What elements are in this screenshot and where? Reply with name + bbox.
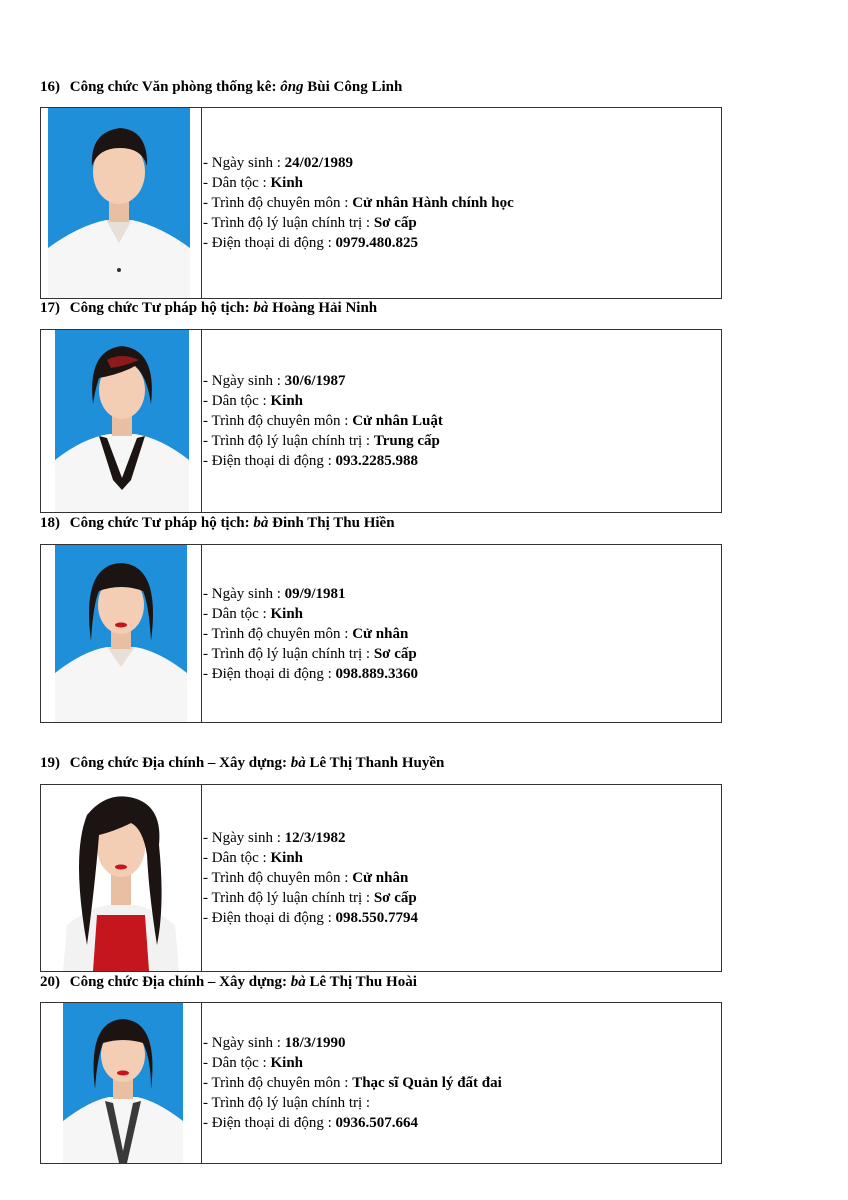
dob-label: - Ngày sinh : [203,830,285,846]
expertise-value: Cử nhân [352,625,409,642]
entry-honorific: bà [253,300,269,316]
entry-heading [40,79,402,96]
profile-card [40,784,722,972]
dob-value: 30/6/1987 [284,373,346,389]
dob-line [203,1033,717,1053]
expertise-line [203,193,717,213]
political-line [203,888,717,908]
expertise-value: Thạc sĩ Quản lý đất đai [352,1075,502,1091]
ethnicity-line [203,604,717,624]
phone-value: 0936.507.664 [335,1115,418,1131]
phone-value: 098.889.3360 [335,665,418,682]
portrait-photo [41,545,202,722]
ethnicity-value: Kinh [270,605,304,622]
dob-line [203,828,717,848]
portrait-photo [41,1003,202,1163]
expertise-line [203,868,717,888]
expertise-label: - Trình độ chuyên môn : [203,1075,353,1091]
ethnicity-value: Kinh [270,850,304,866]
profile-details [203,584,717,684]
profile-card [40,544,722,723]
dob-label: - Ngày sinh : [203,155,285,171]
expertise-label: - Trình độ chuyên môn : [203,413,353,429]
political-value: Trung cấp [373,433,440,449]
entry-honorific: bà [290,974,306,990]
ethnicity-value: Kinh [270,175,304,191]
phone-line [203,664,717,684]
ethnicity-line [203,391,717,411]
political-label: - Trình độ lý luận chính trị : [203,1095,371,1111]
ethnicity-label: - Dân tộc : [203,393,271,409]
portrait-photo [41,785,202,971]
ethnicity-line [203,173,717,193]
entry-number: 18) [40,515,60,531]
profile-details [203,371,717,471]
phone-label: - Điện thoại di động : [203,1115,336,1131]
political-label: - Trình độ lý luận chính trị : [203,215,374,231]
expertise-value: Cử nhân Hành chính học [352,195,514,211]
entry-honorific: bà [253,515,269,531]
entry-name: Đinh Thị Thu Hiền [272,515,395,531]
dob-line [203,153,717,173]
dob-line [203,584,717,604]
political-label: - Trình độ lý luận chính trị : [203,890,374,906]
ethnicity-line [203,1053,717,1073]
political-label: - Trình độ lý luận chính trị : [203,433,374,449]
portrait-man-icon [48,108,190,298]
profile-details [203,153,717,253]
phone-value: 098.550.7794 [335,910,418,926]
entry-honorific: ông [280,79,304,95]
profile-details [203,1033,717,1133]
phone-line [203,233,717,253]
portrait-woman-icon [55,545,187,722]
political-line [203,213,717,233]
entry-heading [40,755,444,772]
portrait-photo [41,108,202,298]
political-line [203,1093,717,1113]
phone-label: - Điện thoại di động : [203,235,336,251]
expertise-label: - Trình độ chuyên môn : [203,195,353,211]
expertise-label: - Trình độ chuyên môn : [203,870,353,886]
entry-heading [40,974,417,991]
portrait-woman-icon [57,785,185,971]
dob-label: - Ngày sinh : [203,585,285,602]
dob-value: 12/3/1982 [284,830,346,846]
dob-value: 18/3/1990 [284,1035,346,1051]
dob-label: - Ngày sinh : [203,373,285,389]
phone-label: - Điện thoại di động : [203,453,336,469]
dob-value: 24/02/1989 [284,155,354,171]
expertise-line [203,1073,717,1093]
phone-line [203,1113,717,1133]
entry-heading [40,515,395,532]
ethnicity-value: Kinh [270,393,304,409]
entry-number: 19) [40,755,60,771]
political-value: Sơ cấp [373,215,417,231]
entry-position: Công chức Địa chính – Xây dựng: [69,755,287,771]
expertise-line [203,624,717,644]
expertise-value: Cử nhân [352,870,409,886]
profile-details [203,828,717,928]
portrait-photo [41,330,202,512]
profile-card [40,329,722,513]
ethnicity-label: - Dân tộc : [203,605,271,622]
political-line [203,644,717,664]
ethnicity-label: - Dân tộc : [203,1055,271,1071]
phone-value: 093.2285.988 [335,453,418,469]
entry-number: 20) [40,974,60,990]
ethnicity-label: - Dân tộc : [203,850,271,866]
entry-name: Lê Thị Thu Hoài [309,974,417,990]
entry-honorific: bà [290,755,306,771]
entry-number: 17) [40,300,60,316]
entry-position: Công chức Văn phòng thống kê: [69,79,277,95]
phone-value: 0979.480.825 [335,235,418,251]
expertise-line [203,411,717,431]
expertise-label: - Trình độ chuyên môn : [203,625,353,642]
political-label: - Trình độ lý luận chính trị : [203,645,374,662]
phone-line [203,908,717,928]
entry-number: 16) [40,79,60,95]
phone-line [203,451,717,471]
ethnicity-label: - Dân tộc : [203,175,271,191]
entry-position: Công chức Tư pháp hộ tịch: [69,515,250,531]
dob-line [203,371,717,391]
entry-name: Lê Thị Thanh Huyền [309,755,445,771]
dob-value: 09/9/1981 [284,585,346,602]
political-value: Sơ cấp [373,645,417,662]
entry-heading [40,300,377,317]
phone-label: - Điện thoại di động : [203,910,336,926]
entry-name: Hoàng Hải Ninh [272,300,378,316]
phone-label: - Điện thoại di động : [203,665,336,682]
ethnicity-value: Kinh [270,1055,304,1071]
dob-label: - Ngày sinh : [203,1035,285,1051]
profile-card [40,107,722,299]
entry-position: Công chức Tư pháp hộ tịch: [69,300,250,316]
portrait-woman-icon [63,1003,183,1163]
political-value: Sơ cấp [373,890,417,906]
profile-card [40,1002,722,1164]
political-line [203,431,717,451]
ethnicity-line [203,848,717,868]
entry-position: Công chức Địa chính – Xây dựng: [69,974,287,990]
portrait-woman-icon [55,330,189,512]
expertise-value: Cử nhân Luật [352,413,443,429]
entry-name: Bùi Công Linh [307,79,403,95]
